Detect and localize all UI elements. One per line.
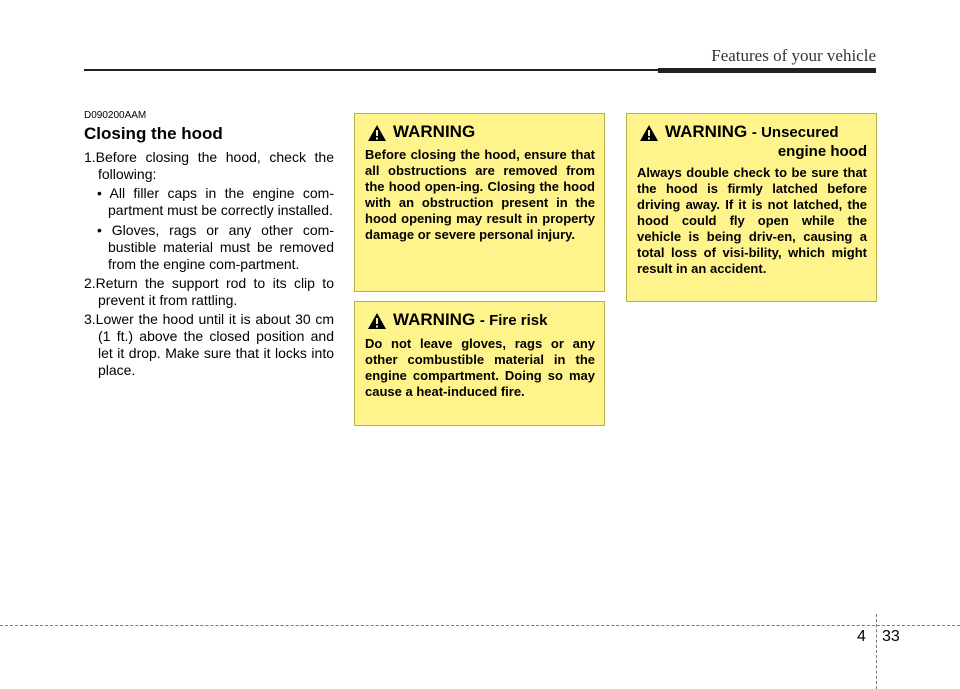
warning-box-hood-obstruction [354,113,605,292]
step-2: 2.Return the support rod to its clip to prevent it from rattling. [84,275,334,308]
warning-title-label: WARNING [393,310,476,329]
warning-subtitle: - Fire risk [479,312,548,329]
footer-separator [876,614,877,689]
chapter-number: 4 [857,628,866,645]
warning-header [365,310,595,331]
warning-text: Do not leave gloves, rags or any other combustible material in the engine compartment. Doing so may cause a heat-induced fire. [365,336,595,399]
warning-box-unsecured-hood [626,113,877,302]
warning-title [393,310,547,331]
document-code: D090200AAM [84,110,147,121]
header-rule-accent [658,68,876,73]
header-title: Features of your vehicle [711,46,876,65]
warning-header [637,122,867,160]
page-number: 33 [882,628,900,645]
checklist-item: • Gloves, rags or any other com-bustible material must be removed from the engine com-partment. [97,222,334,272]
checklist [84,185,334,273]
instruction-steps [84,149,334,379]
warning-subtitle: - Unsecured [751,124,839,141]
warning-triangle-icon [367,124,387,142]
warning-triangle-icon [367,312,387,330]
checklist-item: • All filler caps in the engine com-partment must be correctly installed. [97,185,334,218]
warning-text: Always double check to be sure that the hood is firmly latched before driving away. If it is not latched, the hood could fly open while the vehicle is being driv-en, causing a total loss of visi-bility, which might result in an accident. [637,165,867,276]
footer-rule [0,625,960,626]
warning-title: WARNING [393,122,476,141]
warning-triangle-icon [639,124,659,142]
warning-box-fire-risk [354,301,605,426]
section-title: Closing the hood [84,124,223,143]
warning-header [365,122,595,142]
step-3: 3.Lower the hood until it is about 30 cm (1 ft.) above the closed position and let it drop. Make sure that it locks into place. [84,311,334,378]
warning-title [665,122,867,160]
step-1: 1.Before closing the hood, check the following: [84,149,334,182]
warning-subtitle-line2: engine hood [777,143,867,160]
warning-title-label: WARNING [665,122,748,141]
warning-text: Before closing the hood, ensure that all obstructions are removed from the hood open-ing. Closing the hood with an obstruction present in the hood opening may result in property damage or severe personal injury. [365,147,595,242]
